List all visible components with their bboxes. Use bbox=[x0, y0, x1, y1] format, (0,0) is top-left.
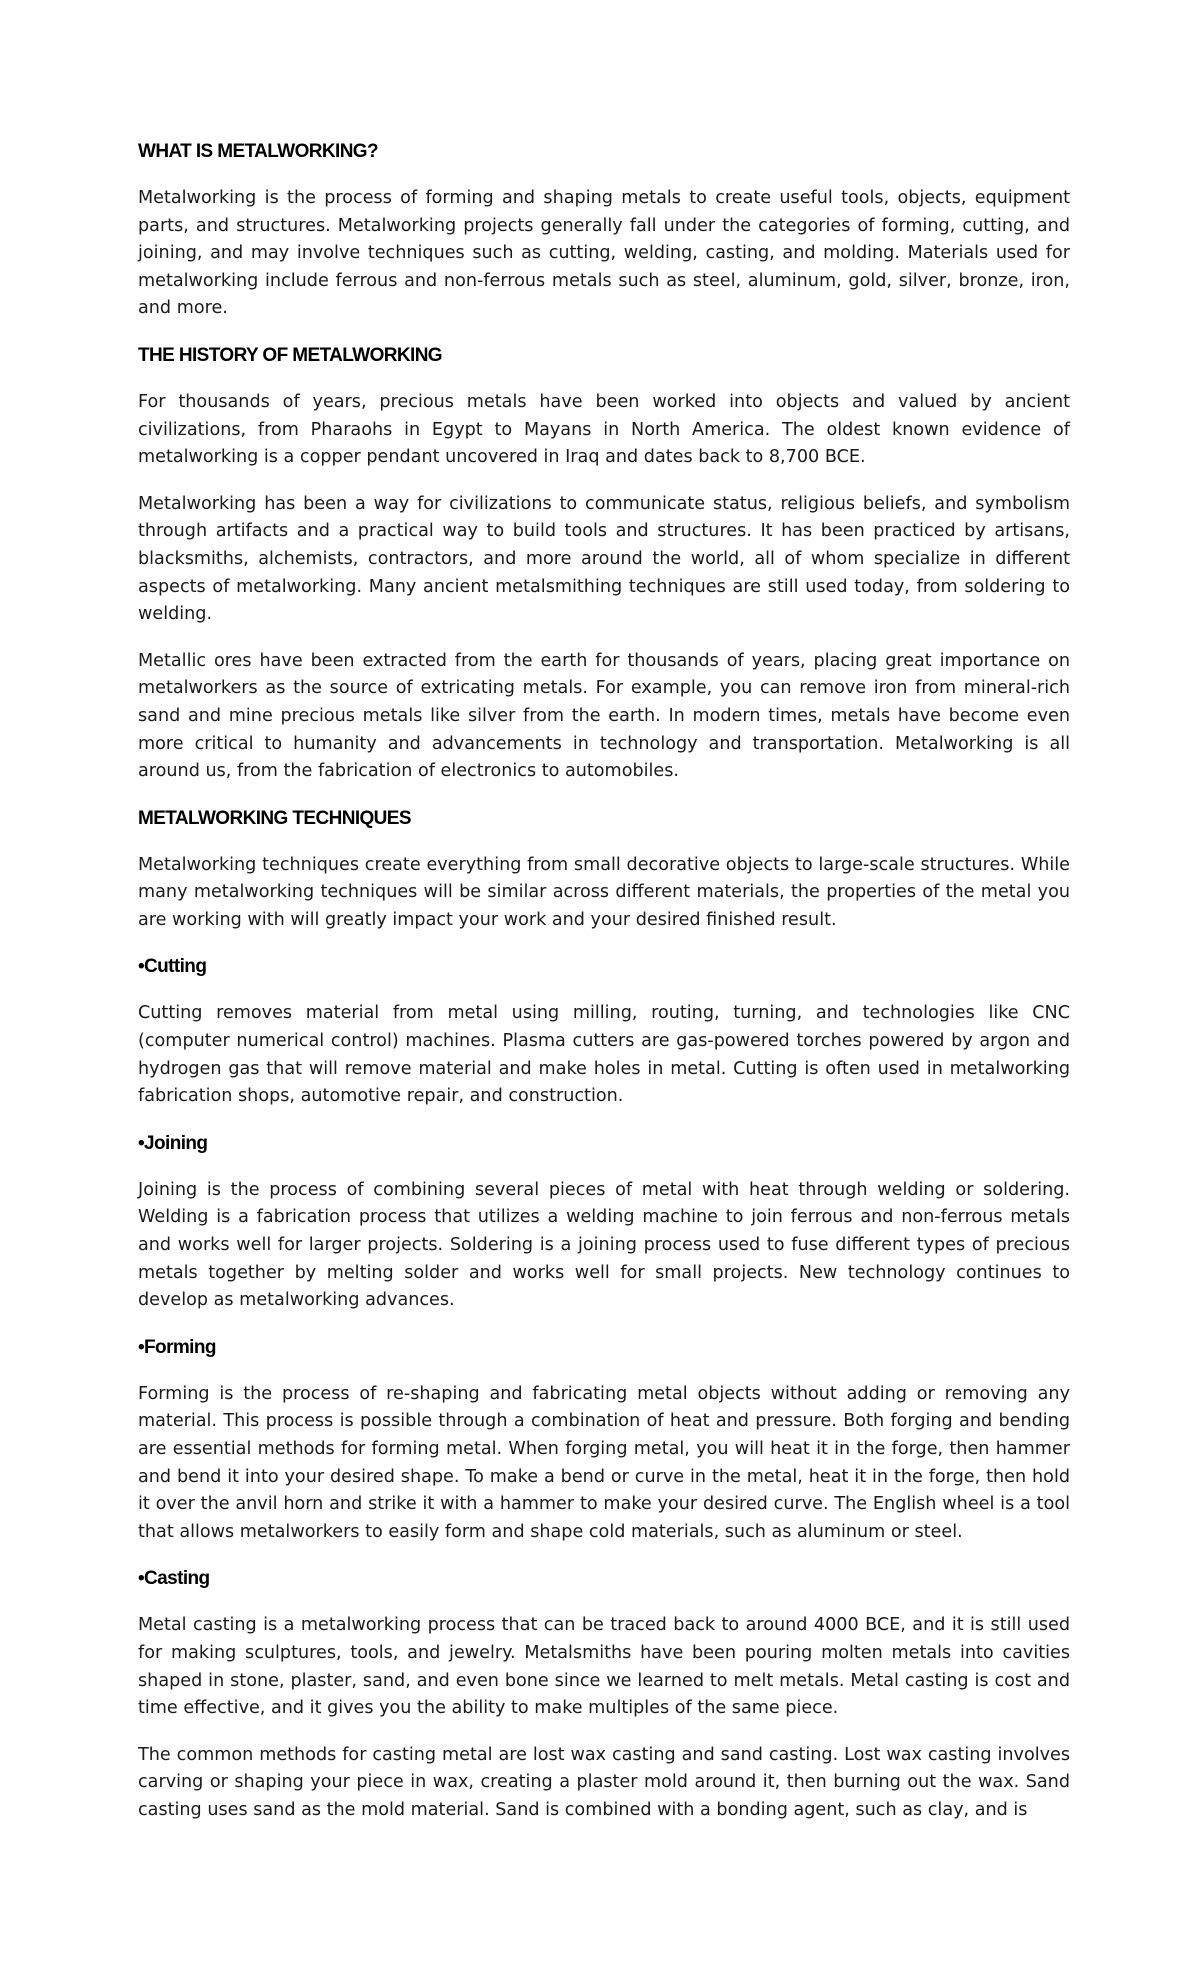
heading-joining: •Joining bbox=[138, 1132, 208, 1154]
para-techniques-intro: Metalworking techniques create everything from small decorative objects to large-scale structures. While many metalworking techniques will be similar across different materials, the properties of the metal you are working with will greatly impact your work and your desired finished result. bbox=[138, 854, 1070, 930]
para-definition: Metalworking is the process of forming and shaping metals to create useful tools, objects, equipment parts, and structures. Metalworking projects generally fall under the categories of forming, cutting, and joining, and may involve techniques such as cutting, welding, casting, and molding. Materials used for metalworking include ferrous and non-ferrous metals such as steel, aluminum, gold, silver, bronze, iron, and more. bbox=[138, 188, 1070, 319]
document-page bbox=[138, 138, 1070, 1825]
para-cutting: Cutting removes material from metal using milling, routing, turning, and technologies like CNC (computer numerical control) machines. Plasma cutters are gas-powered torches powered by argon and hydrogen gas that will remove material and make holes in metal. Cutting is often used in metalworking fabrication shops, automotive repair, and construction. bbox=[138, 1003, 1070, 1107]
heading-techniques: METALWORKING TECHNIQUES bbox=[138, 807, 411, 829]
para-casting-1: Metal casting is a metalworking process that can be traced back to around 4000 BCE, and it is still used for making sculptures, tools, and jewelry. Metalsmiths have been pouring molten metals into cavities shaped in stone, plaster, sand, and even bone since we learned to melt metals. Metal casting is cost and time effective, and it gives you the ability to make multiples of the same piece. bbox=[138, 1615, 1070, 1719]
para-forming: Forming is the process of re-shaping and fabricating metal objects without adding or removing any material. This process is possible through a combination of heat and pressure. Both forging and bending are essential methods for forming metal. When forging metal, you will heat it in the forge, then hammer and bend it into your desired shape. To make a bend or curve in the metal, heat it in the forge, then hold it over the anvil horn and strike it with a hammer to make your desired curve. The English wheel is a tool that allows metalworkers to easily form and shape cold materials, such as aluminum or steel. bbox=[138, 1383, 1070, 1542]
heading-casting: •Casting bbox=[138, 1568, 210, 1590]
para-casting-2: The common methods for casting metal are lost wax casting and sand casting. Lost wax casting involves carving or shaping your piece in wax, creating a plaster mold around it, then burning out the wax. Sand casting uses sand as the mold material. Sand is combined with a bonding agent, such as clay, and is bbox=[138, 1744, 1070, 1820]
heading-cutting: •Cutting bbox=[138, 956, 207, 978]
para-history-2: Metalworking has been a way for civilizations to communicate status, religious beliefs, and symbolism through artifacts and a practical way to build tools and structures. It has been practiced by artisans, blacksmiths, alchemists, contractors, and more around the world, all of whom specialize in different aspects of metalworking. Many ancient metalsmithing techniques are still used today, from soldering to welding. bbox=[138, 493, 1070, 625]
para-history-1: For thousands of years, precious metals have been worked into objects and valued by ancient civilizations, from Pharaohs in Egypt to Mayans in North America. The oldest known evidence of metalworking is a copper pendant uncovered in Iraq and dates back to 8,700 BCE. bbox=[138, 391, 1070, 468]
para-joining: Joining is the process of combining several pieces of metal with heat through welding or soldering. Welding is a fabrication process that utilizes a welding machine to join ferrous and non-ferrous metals and works well for larger projects. Soldering is a joining process used to fuse different types of precious metals together by melting solder and works well for small projects. New technology continues to develop as metalworking advances. bbox=[138, 1179, 1070, 1311]
para-history-3: Metallic ores have been extracted from the earth for thousands of years, placing great importance on metalworkers as the source of extricating metals. For example, you can remove iron from mineral-rich sand and mine precious metals like silver from the earth. In modern times, metals have become even more critical to humanity and advancements in technology and transportation. Metalworking is all around us, from the fabrication of electronics to automobiles. bbox=[138, 650, 1070, 782]
heading-forming: •Forming bbox=[138, 1336, 216, 1358]
heading-history: THE HISTORY OF METALWORKING bbox=[138, 344, 442, 366]
heading-what-is-metalworking: WHAT IS METALWORKING? bbox=[138, 141, 378, 162]
